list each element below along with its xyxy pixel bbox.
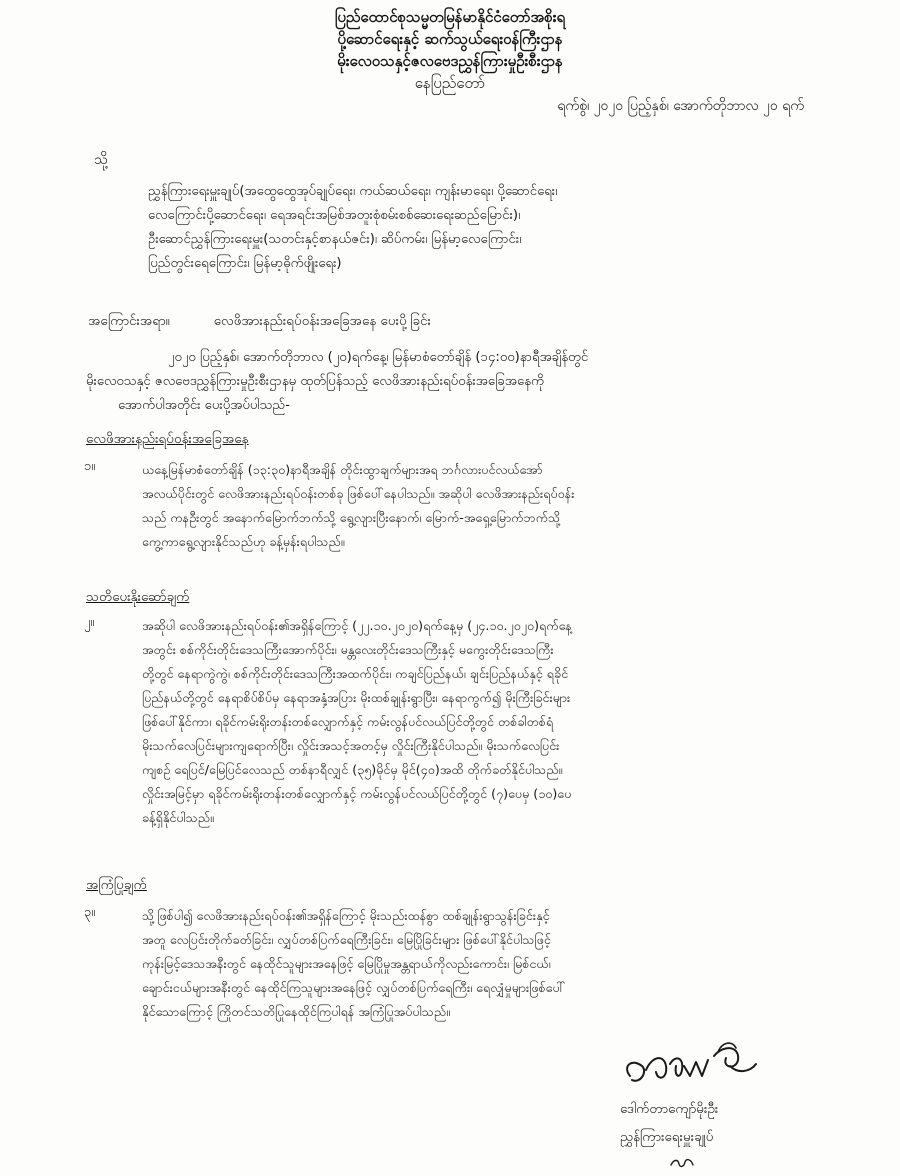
intro-line: မိုးလေဝသနှင့် ဇလဗေဒညွှန်ကြားမှုဦးစီးဌာနမှ ထုတ်ပြန်သည့် လေဖိအားနည်းရပ်ဝန်းအခြေအနေကို bbox=[86, 374, 544, 389]
section-heading-situation: လေဖိအားနည်းရပ်ဝန်းအခြေအနေ bbox=[86, 431, 249, 447]
letter-date: ရက်စွဲ၊ ၂၀၂၀ ပြည့်နှစ်၊ အောက်တိုဘာလ ၂၀ ရက် bbox=[557, 98, 804, 114]
location: နေပြည်တော် bbox=[414, 74, 486, 92]
government-name: ပြည်ထောင်စုသမ္မတမြန်မာနိုင်ငံတော်အစိုးရ bbox=[334, 8, 566, 26]
recipient-line: ဦးဆောင်ညွှန်ကြားရေးမှူး(သတင်းနှင့်စာနယ်ဇင်း)၊ ဆိပ်ကမ်း၊ မြန်မာ့လေကြောင်း၊ bbox=[148, 232, 522, 247]
paragraph-line: ယနေ့မြန်မာစံတော်ချိန် (၁၃:၃၀)နာရီအချိန် တိုင်းထွာချက်များအရ ဘင်္ဂလားပင်လယ်အော် bbox=[142, 462, 543, 477]
section-heading-warning: သတိပေးနိုးဆော်ချက် bbox=[86, 589, 190, 605]
paragraph-number: ၃။ bbox=[84, 905, 96, 920]
handwritten-signature bbox=[618, 1036, 768, 1096]
recipient-line: လေကြောင်းပို့ဆောင်ရေး၊ ရေအရင်းအမြစ်အတူးစုံစမ်းစစ်ဆေးရေးဆည်မြောင်း)၊ bbox=[148, 208, 521, 223]
section-heading-advice: အကြံပြုချက် bbox=[86, 877, 147, 893]
handwritten-mark-icon bbox=[668, 1156, 696, 1170]
intro-paragraph bbox=[86, 346, 826, 418]
paragraph-line: မိုးသက်လေပြင်းများကျရောက်ပြီး၊ လှိုင်းအသင့်အတင့်မှ လှိုင်းကြီးနိုင်ပါသည်။ မိုးသက်လေပြင်း bbox=[142, 738, 560, 753]
recipient-line: ညွှန်ကြားရေးမှူးချုပ်(အထွေထွေအုပ်ချုပ်ရေး၊ ကယ်ဆယ်ရေး၊ ကျန်းမာရေး၊ ပို့ဆောင်ရေး၊ bbox=[148, 184, 558, 199]
subject-text: လေဖိအားနည်းရပ်ဝန်းအခြေအနေ ပေးပို့ခြင်း bbox=[213, 313, 431, 329]
letterhead bbox=[0, 6, 900, 94]
to-label: သို့ bbox=[94, 152, 108, 168]
recipient-line: ပြည်တွင်းရေကြောင်း၊ မြန်မာ့ဓိုက်ဖျိုးရေး) bbox=[148, 256, 342, 271]
paragraph-number: ၂။ bbox=[84, 615, 95, 630]
paragraph-line: တို့တွင် နေရာကွဲကွဲ၊ စစ်ကိုင်းတိုင်းဒေသကြီးအထက်ပိုင်း၊ ကချင်ပြည်နယ်၊ ချင်းပြည်နယ်နှင့် ရခိုင် bbox=[142, 666, 569, 681]
ministry-name: ပို့ဆောင်ရေးနှင့် ဆက်သွယ်ရေးဝန်ကြီးဌာန bbox=[337, 30, 563, 48]
paragraph-line: နိုင်သောကြောင့် ကြိုတင်သတိပြုနေထိုင်ကြပါရန် အကြံပြုအပ်ပါသည်။ bbox=[142, 1004, 450, 1019]
paragraph-line: သည် ကနဦးတွင် အနောက်မြောက်ဘက်သို့ ရွေ့လျားပြီးနောက်၊ မြောက်-အရှေ့မြောက်ဘက်သို့ bbox=[142, 510, 561, 525]
paragraph-line: ပြည်နယ်တို့တွင် နေရာစိပ်စိပ်မှ နေရာအနှံ့အပြား မိုးထစ်ချုန်းရွာပြီး၊ နေရာကွက်၍ မိုးကြီးခြင်းများ bbox=[142, 690, 571, 705]
paragraph-line: ကွေ့ကာရွေ့လျားနိုင်သည်ဟု ခန့်မှန်းရပါသည်။ bbox=[142, 534, 345, 549]
paragraph-line: အဆိုပါ လေဖိအားနည်းရပ်ဝန်း၏အရှိန်ကြောင့် (၂၂.၁၀.၂၀၂၀)ရက်နေ့မှ (၂၄.၁၀.၂၀၂၀)ရက်နေ့ bbox=[142, 618, 572, 633]
subject-line bbox=[88, 312, 431, 332]
subject-label: အကြောင်းအရာ။ bbox=[88, 313, 170, 329]
signatory-title: ညွှန်ကြားရေးမှူးချုပ် bbox=[620, 1129, 714, 1145]
paragraph-number: ၁။ bbox=[84, 459, 96, 474]
paragraph-line: လှိုင်းအမြင့်မှာ ရခိုင်ကမ်းရိုးတန်းတစ်လျှောက်နှင့် ကမ်းလွန်ပင်လယ်ပြင်တို့တွင် (၇)ပေမှ (၁၀)ပေ bbox=[142, 786, 572, 801]
paragraph-line: အတူ လေပြင်းတိုက်ခတ်ခြင်း၊ လျှပ်တစ်ပြက်ရေကြီးခြင်း၊ မြေပြိုခြင်းများ ဖြစ်ပေါ်နိုင်ပါသဖြင့် bbox=[142, 932, 551, 947]
intro-line: ၂၀၂၀ ပြည့်နှစ်၊ အောက်တိုဘာလ (၂၀)ရက်နေ့၊ မြန်မာစံတော်ချိန် (၁၄:၀၀)နာရီအချိန်တွင် bbox=[168, 350, 589, 365]
paragraph-line: ကျစဉ် ရေပြင်/မြေပြင်လေသည် တစ်နာရီလျှင် (၃၅)မိုင်မှ မိုင်(၄၀)အထိ တိုက်ခတ်နိုင်ပါသည်။ bbox=[142, 762, 563, 777]
recipients-block bbox=[148, 180, 828, 276]
department-name: မိုးလေဝသနှင့်ဇလဗေဒညွှန်ကြားမှုဦးစီးဌာန bbox=[337, 52, 563, 70]
paragraph-line: သို့ဖြစ်ပါ၍ လေဖိအားနည်းရပ်ဝန်း၏အရှိန်ကြောင့် မိုးသည်းထန်စွာ ထစ်ချုန်းရွာသွန်းခြင်းနှင့် bbox=[142, 908, 550, 923]
paragraph-line: ကုန်းမြင့်ဒေသအနီးတွင် နေထိုင်သူများအနေဖြင့် မြေပြိုမှုအန္တရာယ်ကိုလည်းကောင်း၊ မြစ်ငယ်၊ bbox=[142, 956, 551, 971]
paragraph-line: ခန့်ရှိနိုင်ပါသည်။ bbox=[142, 810, 214, 825]
paragraph-line: အလယ်ပိုင်းတွင် လေဖိအားနည်းရပ်ဝန်းတစ်ခု ဖြစ်ပေါ်နေပါသည်။ အဆိုပါ လေဖိအားနည်းရပ်ဝန်း bbox=[142, 486, 575, 501]
paragraph-line: ချောင်းငယ်များအနီးတွင် နေထိုင်ကြသူများအနေဖြင့် လျှပ်တစ်ပြက်ရေကြီး၊ ရေလျှံမှုများဖြစ်ပေါ် bbox=[142, 980, 566, 995]
intro-line: အောက်ပါအတိုင်း ပေးပို့အပ်ပါသည်- bbox=[118, 398, 290, 413]
paragraph-line: အတွင်း စစ်ကိုင်းတိုင်းဒေသကြီးအောက်ပိုင်း၊ မန္တလေးတိုင်းဒေသကြီးနှင့် မကွေးတိုင်းဒေသကြီး bbox=[142, 642, 554, 657]
paragraph-line: ဖြစ်ပေါ်နိုင်ကာ၊ ရခိုင်ကမ်းရိုးတန်းတစ်လျှောက်နှင့် ကမ်းလွန်ပင်လယ်ပြင်တို့တွင် တစ်ခါတစ်ရံ bbox=[142, 714, 554, 729]
signatory-name: ဒေါက်တာကျော်မိုးဦး bbox=[620, 1101, 719, 1117]
